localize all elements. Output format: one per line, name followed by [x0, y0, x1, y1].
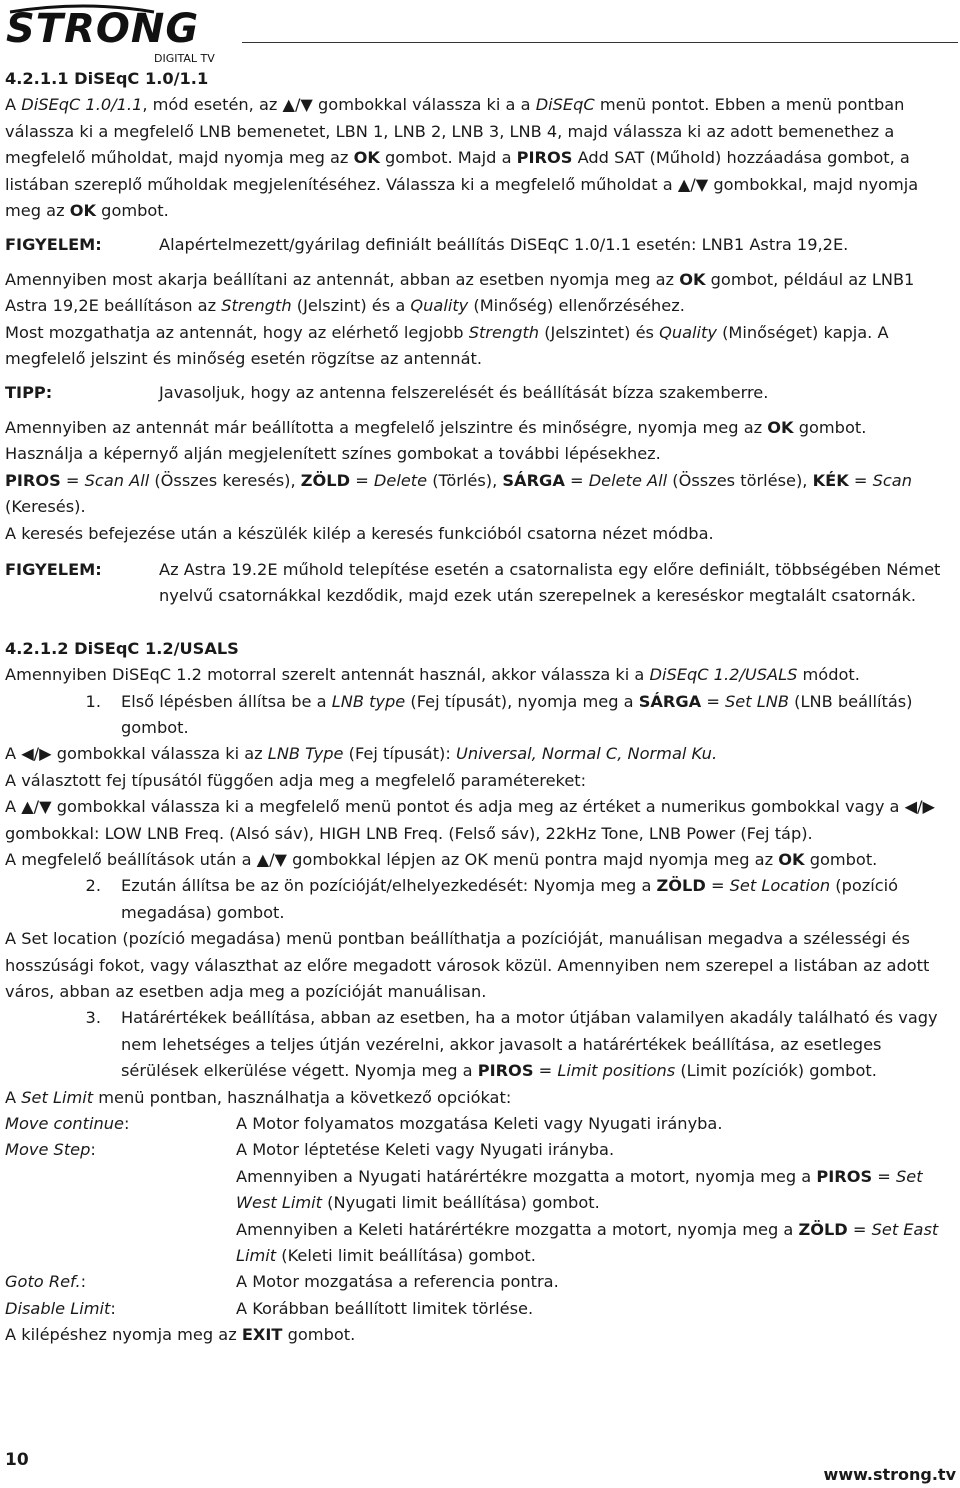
paragraph-color-buttons: Használja a képernyő alján megjelenített színes gombokat a további lépésekhez. — [5, 444, 661, 464]
note-astra-channels — [5, 557, 957, 610]
step-text: Ezután állítsa be az ön pozícióját/elhelyezkedését: Nyomja meg a ZÖLD = Set Location (pozíció megadása) gombot. — [121, 876, 899, 922]
paragraph-set-limit: A Set Limit menü pontban, használhatja a következő opciókat: — [5, 1087, 512, 1107]
paragraph-press-ok: Amennyiben az antennát már beállította a megfelelő jelszintre és minőségre, nyomja meg az OK gombot. — [5, 417, 867, 437]
paragraph-usals-intro: Amennyiben DiSEqC 1.2 motorral szerelt antennát használ, akkor válassza ki a DiSEqC 1.2/USALS módot. — [5, 665, 860, 685]
step-number: 1. — [85, 691, 101, 711]
logo-brand-text: STRONG — [6, 6, 200, 52]
tip-text: Javasoljuk, hogy az antenna felszerelését és beállítását bízza szakemberre. — [159, 383, 769, 403]
option-value: Amennyiben a Nyugati határértékre mozgatta a motort, nyomja meg a PIROS = Set West Limit (Nyugati limit beállítása) gombot. — [236, 1166, 923, 1213]
paragraph-lnb-menu: A ▲/▼ gombokkal válassza ki a megfelelő menü pontot és adja meg az értéket a numerikus gombokkal vagy a ◀/▶ gombokkal: LOW LNB Freq. (Alsó sáv), HIGH LNB Freq. (Felső sáv), 22kHz Tone, LNB Power (Fej táp). — [5, 797, 935, 843]
option-key: Goto Ref.: — [5, 1272, 87, 1292]
page-content — [5, 66, 957, 1349]
tip-box — [5, 380, 957, 406]
strong-logo — [4, 2, 224, 68]
note-label: FIGYELEM: — [5, 235, 102, 255]
step-1 — [5, 689, 957, 742]
section-heading-diseqc-1-2: 4.2.1.2 DiSEqC 1.2/USALS — [5, 638, 239, 658]
option-east-limit — [5, 1217, 957, 1270]
logo-tagline: DIGITAL TV — [154, 52, 215, 65]
option-key: Move continue: — [5, 1114, 130, 1134]
paragraph-exit: A kilépéshez nyomja meg az EXIT gombot. — [5, 1325, 356, 1345]
tip-label: TIPP: — [5, 383, 53, 403]
option-disable-limit — [5, 1296, 957, 1322]
step-number: 3. — [85, 1008, 101, 1028]
option-move-step — [5, 1137, 957, 1163]
note-label: FIGYELEM: — [5, 559, 102, 579]
paragraph-color-legend: PIROS = Scan All (Összes keresés), ZÖLD = Delete (Törlés), SÁRGA = Delete All (Összes törlése), KÉK = Scan (Keresés). — [5, 470, 912, 517]
option-key: Move Step: — [5, 1140, 96, 1160]
option-value: A Motor folyamatos mozgatása Keleti vagy Nyugati irányba. — [236, 1114, 723, 1134]
option-value: A Motor mozgatása a referencia pontra. — [236, 1272, 559, 1292]
header-rule — [242, 42, 958, 43]
option-move-continue — [5, 1111, 957, 1137]
option-value: Amennyiben a Keleti határértékre mozgatta a motort, nyomja meg a ZÖLD = Set East Limit (Keleti limit beállítása) gombot. — [236, 1219, 939, 1266]
note-default-setting — [5, 232, 957, 258]
paragraph-lnb-ok: A megfelelő beállítások után a ▲/▼ gombokkal lépjen az OK menü pontra majd nyomja meg az OK gombot. — [5, 849, 878, 869]
option-west-limit — [5, 1164, 957, 1217]
step-2 — [5, 873, 957, 926]
paragraph-lnb-type: A ◀/▶ gombokkal válassza ki az LNB Type (Fej típusát): Universal, Normal C, Normal Ku. — [5, 744, 718, 764]
option-key: Disable Limit: — [5, 1298, 116, 1318]
paragraph-antenna-setup: Amennyiben most akarja beállítani az antennát, abban az esetben nyomja meg az OK gombot, például az LNB1 Astra 19,2E beállításon az Strength (Jelszint) és a Quality (Minőség) ellenőrzéséhez. — [5, 269, 915, 316]
footer-url: www.strong.tv — [823, 1465, 956, 1484]
note-text: Az Astra 19.2E műhold telepítése esetén a csatornalista egy előre definiált, többségében Német nyelvű csatornákkal kezdődik, majd ezek után szerepelnek a kereséskor megtalált csatornák. — [159, 559, 941, 606]
paragraph-move-antenna: Most mozgathatja az antennát, hogy az elérhető legjobb Strength (Jelszintet) és Quality (Minőséget) kapja. A megfelelő jelszint és minőség esetén rögzítse az antennát. — [5, 322, 889, 369]
paragraph-set-location: A Set location (pozíció megadása) menü pontban beállíthatja a pozícióját, manuálisan megadva a szélességi és hosszúsági fokot, vagy választhat az előre megadott városok közül. Amennyiben nem szerepel a listában az adott város, abban az esetben adja meg a pozícióját manuálisan. — [5, 929, 930, 1001]
step-3 — [5, 1005, 957, 1084]
option-value: A Korábban beállított limitek törlése. — [236, 1298, 534, 1318]
paragraph-search-end: A keresés befejezése után a készülék kilép a keresés funkcióból csatorna nézet módba. — [5, 523, 714, 543]
paragraph-lnb-params: A választott fej típusától függően adja meg a megfelelő paramétereket: — [5, 770, 587, 790]
paragraph-diseqc-intro: A DiSEqC 1.0/1.1, mód esetén, az ▲/▼ gombokkal válassza ki a a DiSEqC menü pontot. Ebben a menü pontban válassza ki a megfelelő LNB bemenetet, LBN 1, LNB 2, LNB 3, LNB 4, majd válassza ki az adott bemenethez a megfelelő műholdat, majd nyomja meg az OK gombot. Majd a PIROS Add SAT (Műhold) hozzáadása gombot, a listában szereplő műholdak megjelenítéséhez. Válassza ki a megfelelő műholdat a ▲/▼ gombokkal, majd nyomja meg az OK gombot. — [5, 95, 919, 221]
section-heading-diseqc-1-0: 4.2.1.1 DiSEqC 1.0/1.1 — [5, 69, 209, 88]
step-number: 2. — [85, 876, 101, 896]
option-goto-ref — [5, 1269, 957, 1295]
page-number: 10 — [5, 1450, 29, 1470]
step-text: Első lépésben állítsa be a LNB type (Fej típusát), nyomja meg a SÁRGA = Set LNB (LNB beállítás) gombot. — [121, 691, 913, 737]
note-text: Alapértelmezett/gyárilag definiált beállítás DiSEqC 1.0/1.1 esetén: LNB1 Astra 19,2E. — [159, 235, 849, 255]
option-value: A Motor léptetése Keleti vagy Nyugati irányba. — [236, 1140, 615, 1160]
step-text: Határértékek beállítása, abban az esetben, ha a motor útjában valamilyen akadály található és vagy nem lehetséges a teljes útján vezérelni, akkor javasolt a határértékek beállítása, az esetleges sérülések elkerülése végett. Nyomja meg a PIROS = Limit positions (Limit pozíciók) gombot. — [121, 1008, 938, 1081]
